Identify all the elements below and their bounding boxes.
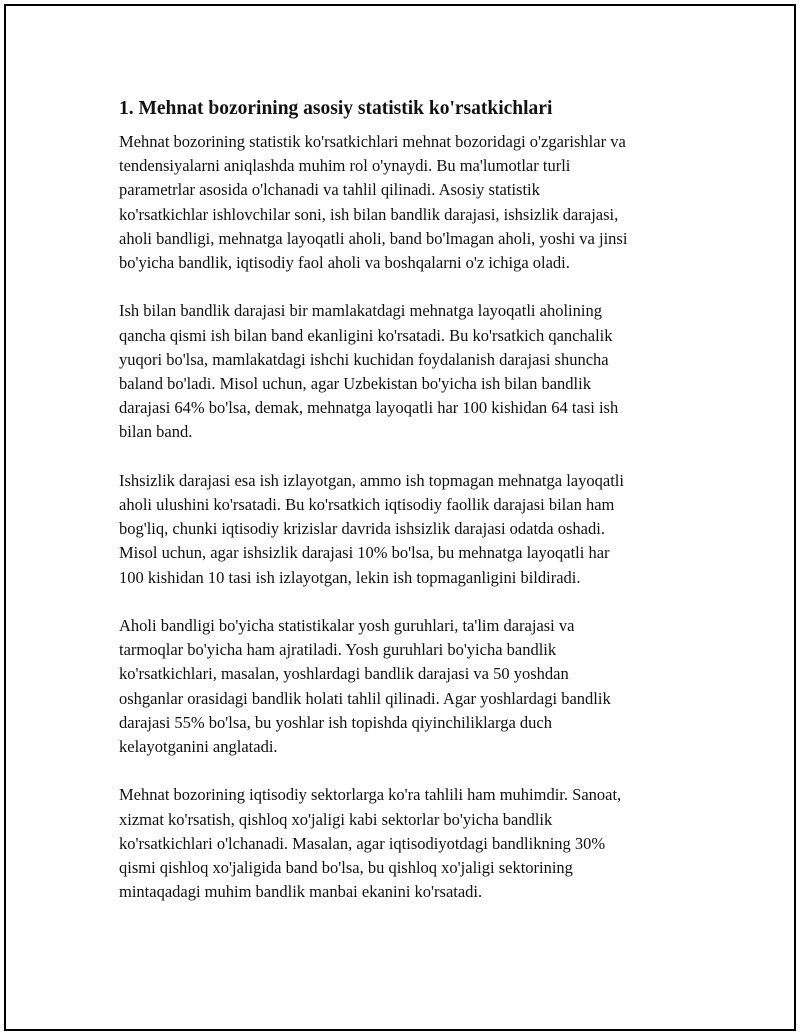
- text-line: bo'yicha bandlik, iqtisodiy faol aholi va boshqalarni o'z ichiga oladi.: [119, 253, 570, 273]
- page-frame: [4, 4, 796, 1031]
- paragraph-1: [119, 130, 699, 275]
- text-line: darajasi 64% bo'lsa, demak, mehnatga layoqatli har 100 kishidan 64 tasi ish: [119, 398, 619, 418]
- paragraph-5: [119, 783, 699, 904]
- text-line: parametrlar asosida o'lchanadi va tahlil qilinadi. Asosiy statistik: [119, 180, 540, 200]
- document-body: [119, 96, 699, 929]
- text-line: 100 kishidan 10 tasi ish izlayotgan, lekin ish topmaganligini bildiradi.: [119, 567, 581, 587]
- text-line: Misol uchun, agar ishsizlik darajasi 10% bo'lsa, bu mehnatga layoqatli har: [119, 543, 610, 563]
- text-line: tarmoqlar bo'yicha ham ajratiladi. Yosh guruhlari bo'yicha bandlik: [119, 640, 557, 660]
- text-line: Ishsizlik darajasi esa ish izlayotgan, ammo ish topmagan mehnatga layoqatli: [119, 470, 624, 490]
- paragraph-4: [119, 614, 699, 759]
- text-line: ko'rsatkichlari o'lchanadi. Masalan, agar iqtisodiyotdagi bandlikning 30%: [119, 833, 606, 853]
- text-line: Ish bilan bandlik darajasi bir mamlakatdagi mehnatga layoqatli aholining: [119, 301, 602, 321]
- text-line: xizmat ko'rsatish, qishloq xo'jaligi kabi sektorlar bo'yicha bandlik: [119, 809, 553, 829]
- paragraph-3: [119, 469, 699, 590]
- text-line: baland bo'ladi. Misol uchun, agar Uzbekistan bo'yicha ish bilan bandlik: [119, 374, 591, 394]
- text-line: aholi ulushini ko'rsatadi. Bu ko'rsatkich iqtisodiy faollik darajasi bilan ham: [119, 495, 615, 515]
- text-line: Mehnat bozorining iqtisodiy sektorlarga ko'ra tahlili ham muhimdir. Sanoat,: [119, 785, 622, 805]
- text-line: Mehnat bozorining statistik ko'rsatkichlari mehnat bozoridagi o'zgarishlar va: [119, 132, 626, 151]
- text-line: bog'liq, chunki iqtisodiy krizislar davrida ishsizlik darajasi odatda oshadi.: [119, 519, 605, 539]
- text-line: bilan band.: [119, 422, 193, 442]
- text-line: darajasi 55% bo'lsa, bu yoshlar ish topishda qiyinchiliklarga duch: [119, 712, 552, 732]
- text-line: Aholi bandligi bo'yicha statistikalar yosh guruhlari, ta'lim darajasi va: [119, 616, 575, 636]
- text-line: tendensiyalarni aniqlashda muhim rol o'ynaydi. Bu ma'lumotlar turli: [119, 156, 571, 176]
- text-line: ko'rsatkichlar ishlovchilar soni, ish bilan bandlik darajasi, ishsizlik darajasi,: [119, 204, 619, 224]
- paragraph-2: [119, 299, 699, 444]
- text-line: yuqori bo'lsa, mamlakatdagi ishchi kuchidan foydalanish darajasi shuncha: [119, 349, 609, 369]
- text-line: oshganlar orasidagi bandlik holati tahlil qilinadi. Agar yoshlardagi bandlik: [119, 688, 611, 708]
- text-line: ko'rsatkichlari, masalan, yoshlardagi bandlik darajasi va 50 yoshdan: [119, 664, 569, 684]
- section-heading: 1. Mehnat bozorining asosiy statistik ko'rsatkichlari: [119, 98, 553, 119]
- text-line: kelayotganini anglatadi.: [119, 737, 278, 757]
- text-line: mintaqadagi muhim bandlik manbai ekanini ko'rsatadi.: [119, 882, 483, 902]
- text-line: aholi bandligi, mehnatga layoqatli aholi, band bo'lmagan aholi, yoshi va jinsi: [119, 228, 628, 248]
- text-line: qismi qishloq xo'jaligida band bo'lsa, bu qishloq xo'jaligi sektorining: [119, 858, 573, 878]
- text-line: qancha qismi ish bilan band ekanligini ko'rsatadi. Bu ko'rsatkich qanchalik: [119, 325, 613, 345]
